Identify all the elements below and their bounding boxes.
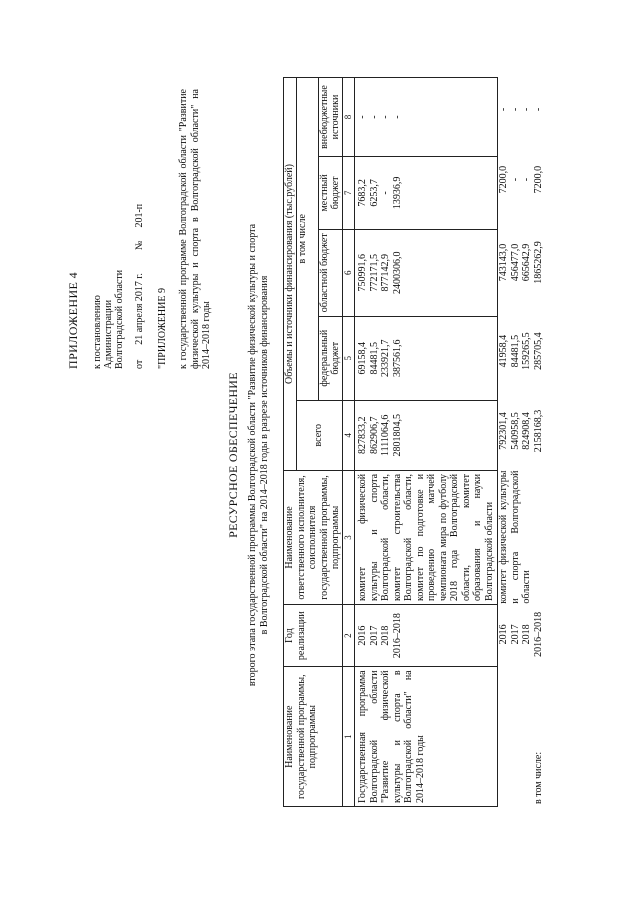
- local-values: 7683,2 6253,7 - 13936,9: [355, 157, 498, 230]
- resources-table: [283, 77, 498, 807]
- local-values: 7200,0 - - 7200,0: [498, 165, 544, 194]
- page-subtitle: второго этапа государственной программы Волгоградской области "Развитие физической культуры и спорта: [247, 223, 258, 687]
- appendix-line: к постановлению: [92, 295, 103, 369]
- column-number: 7: [342, 157, 355, 230]
- page-title: РЕСУРСНОЕ ОБЕСПЕЧЕНИЕ: [226, 372, 240, 538]
- header-volumes: Объемы и источники финансирования (тыс.рублей): [284, 78, 297, 471]
- executor: комитет физической культуры и спорта Волгоградской области: [498, 470, 532, 604]
- page-subtitle: в Волгоградской области" на 2014–2018 годы в разрезе источников финансирования: [259, 275, 270, 635]
- years: 2016 2017 2018 2016–2018: [498, 611, 544, 657]
- header-federal: федеральный бюджет: [318, 316, 342, 400]
- header-local: местный бюджет: [318, 157, 342, 230]
- number-value: 201-п: [134, 203, 145, 228]
- header-regional: областной бюджет: [318, 229, 342, 316]
- column-number: 8: [342, 78, 355, 157]
- header-extrabudget: внебюджетные источники: [318, 78, 342, 157]
- federal-values: 41958,4 84481,5 159265,5 285705,4: [498, 332, 544, 370]
- header-total: всего: [296, 400, 342, 470]
- number-prefix: №: [134, 240, 145, 251]
- federal-values: 69158,4 84481,5 233921,7 387561,6: [355, 316, 498, 400]
- program-name: Государственная программа Волгоградской области "Развитие физической культуры и спорта в Волгоградской области" на 2014–2018 годы: [355, 667, 498, 807]
- header-including: в том числе: [296, 78, 318, 401]
- table-row: [498, 77, 544, 807]
- total-values: 827833,2 862906,7 1111064,6 2801804,5: [355, 400, 498, 470]
- appendix-line: Волгоградской области: [114, 269, 125, 369]
- appendix9-title: "ПРИЛОЖЕНИЕ 9: [157, 288, 168, 369]
- table-row: [355, 78, 498, 807]
- extrabudget-values: - - - -: [355, 78, 498, 157]
- column-number: 6: [342, 229, 355, 316]
- column-number: 1: [342, 667, 355, 807]
- executor: комитет физической культуры и спорта Волгоградской области, комитет строительства Волгоградской области, комитет по подготовке и проведению матчей чемпионата мира по футболу 2018 года Волгоградской области, комитет образования и науки Волгоградской области: [355, 470, 498, 604]
- continuation-table: [498, 77, 544, 807]
- years: 2016 2017 2018 2016–2018: [355, 604, 498, 666]
- regional-values: 743143,0 456477,0 665642,9 1865262,9: [498, 241, 544, 284]
- appendix-line: Администрации: [103, 299, 114, 369]
- header-year: Год реализации: [284, 604, 343, 666]
- date-prefix: от: [134, 359, 145, 369]
- total-values: 792301,4 540958,5 824908,4 2158168,3: [498, 409, 544, 453]
- header-executor: Наименование ответственного исполнителя, соисполнителя государственной программы, подпрограммы: [284, 470, 343, 604]
- column-number: 5: [342, 316, 355, 400]
- column-number: 2: [342, 604, 355, 666]
- header-program-name: Наименование государственной программы, подпрограммы: [284, 667, 343, 807]
- column-number: 4: [342, 400, 355, 470]
- appendix9-text: к государственной программе Волгоградской области "Развитие физической культуры и спорта в Волгоградской области" на 2014–2018 годы: [178, 89, 212, 369]
- date-value: 21 апреля 2017 г.: [134, 273, 145, 345]
- including-label: в том числе:: [532, 751, 544, 804]
- extrabudget-values: - - - -: [498, 107, 544, 112]
- column-number: 3: [342, 470, 355, 604]
- appendix-date-line: [134, 69, 146, 369]
- appendix-title: ПРИЛОЖЕНИЕ 4: [66, 271, 80, 369]
- regional-values: 750991,6 772171,5 877142,9 2400306,0: [355, 229, 498, 316]
- column-number-row: [342, 78, 355, 807]
